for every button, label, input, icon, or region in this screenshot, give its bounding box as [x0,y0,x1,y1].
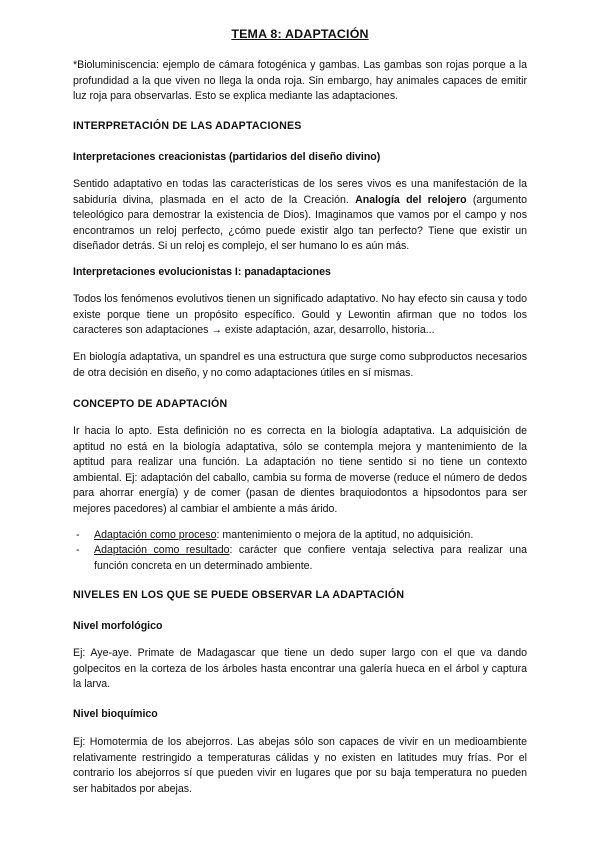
list-dash: - [76,529,80,541]
heading-niveles: NIVELES EN LOS QUE SE PUEDE OBSERVAR LA ADAPTACIÓN [73,589,405,601]
heading-concepto: CONCEPTO DE ADAPTACIÓN [73,398,228,410]
paragraph-spandrel: En biología adaptativa, un spandrel es una estructura que surge como subproductos necesarios de otra decisión en diseño, y no como adaptaciones útiles en sí mismas. [73,351,527,379]
list-item-text [94,528,527,544]
subheading-bioquimico: Nivel bioquímico [73,708,158,720]
list-rest: : mantenimiento o mejora de la aptitud, no adquisición. [216,529,474,541]
list-item [73,543,527,575]
list-item [73,528,527,544]
heading-interpretacion: INTERPRETACIÓN DE LAS ADAPTACIONES [73,120,302,132]
list-term: Adaptación como proceso [94,529,217,541]
paragraph-panadaptaciones: Todos los fenómenos evolutivos tienen un significado adaptativo. No hay efecto sin causa y todo existe porque tiene un propósito específico. Gould y Lewontin afirman que no todos los caracteres son adaptaciones → existe adaptación, azar, desarrollo, historia... [73,293,527,337]
subheading-creacionistas: Interpretaciones creacionistas (partidarios del diseño divino) [73,151,381,163]
paragraph-concepto: Ir hacia lo apto. Esta definición no es correcta en la biología adaptativa. La adquisición de aptitud no está en la biología adaptativa, sólo se contempla mejora y mantenimiento de la aptitud para realizar una función. La adaptación no tiene sentido si no tiene un contexto ambiental. Ej: adaptación del caballo, cambia su forma de moverse (reduce el número de dedos para ahorrar energía) y de comer (pasan de dientes braquiodontos a hipsodontos para ser mejores pacedores) al cambiar el ambiente a más árido. [73,425,527,515]
creacionistas-text-before: Sentido adaptativo en todas las características de los seres vivos es una manifestación de la sabiduría divina, plasmada en el acto de la Creación. [73,178,527,206]
list-rest: : carácter que confiere ventaja selectiva para realizar una función concreta en un determinado ambiente. [94,544,527,572]
creacionistas-text-after: (argumento teleológico para demostrar la existencia de Dios). Imaginamos que vamos por el campo y nos encontramos un reloj perfecto, ¿cómo puede existir algo tan perfecto? Tiene que existir un diseñador detrás. Si un reloj es complejo, el ser humano lo es aún más. [73,193,528,253]
list-term: Adaptación como resultado [94,544,230,556]
analogia-relojero-bold: Analogía del relojero [355,193,467,206]
list-item-text [94,543,527,574]
paragraph-morfologico: Ej: Aye-aye. Primate de Madagascar que tiene un dedo super largo con el que va dando golpecitos en la corteza de los árboles hasta encontrar una galería hueca en el árbol y captura la larva. [73,647,527,691]
list-dash: - [76,544,80,556]
page-title: TEMA 8: ADAPTACIÓN [231,27,369,41]
paragraph-creacionistas [73,177,527,255]
subheading-morfologico: Nivel morfológico [73,620,163,632]
paragraph-bioquimico: Ej: Homotermia de los abejorros. Las abejas sólo son capaces de vivir en un medioambiente relativamente restringido a temperaturas cálidas y no existen en latitudes muy frías. Por el contrario los abejorros sí que pueden vivir en lugares que por su baja temperatura no pueden ser habitados por abejas. [73,736,527,795]
subheading-evolucionistas: Interpretaciones evolucionistas I: panadaptaciones [73,266,331,278]
intro-paragraph: *Bioluminiscencia: ejemplo de cámara fotogénica y gambas. Las gambas son rojas porque a la profundidad a la que viven no llega la onda roja. Sin embargo, hay animales capaces de emitir luz roja para observarlas. Esto se explica mediante las adaptaciones. [73,59,527,103]
